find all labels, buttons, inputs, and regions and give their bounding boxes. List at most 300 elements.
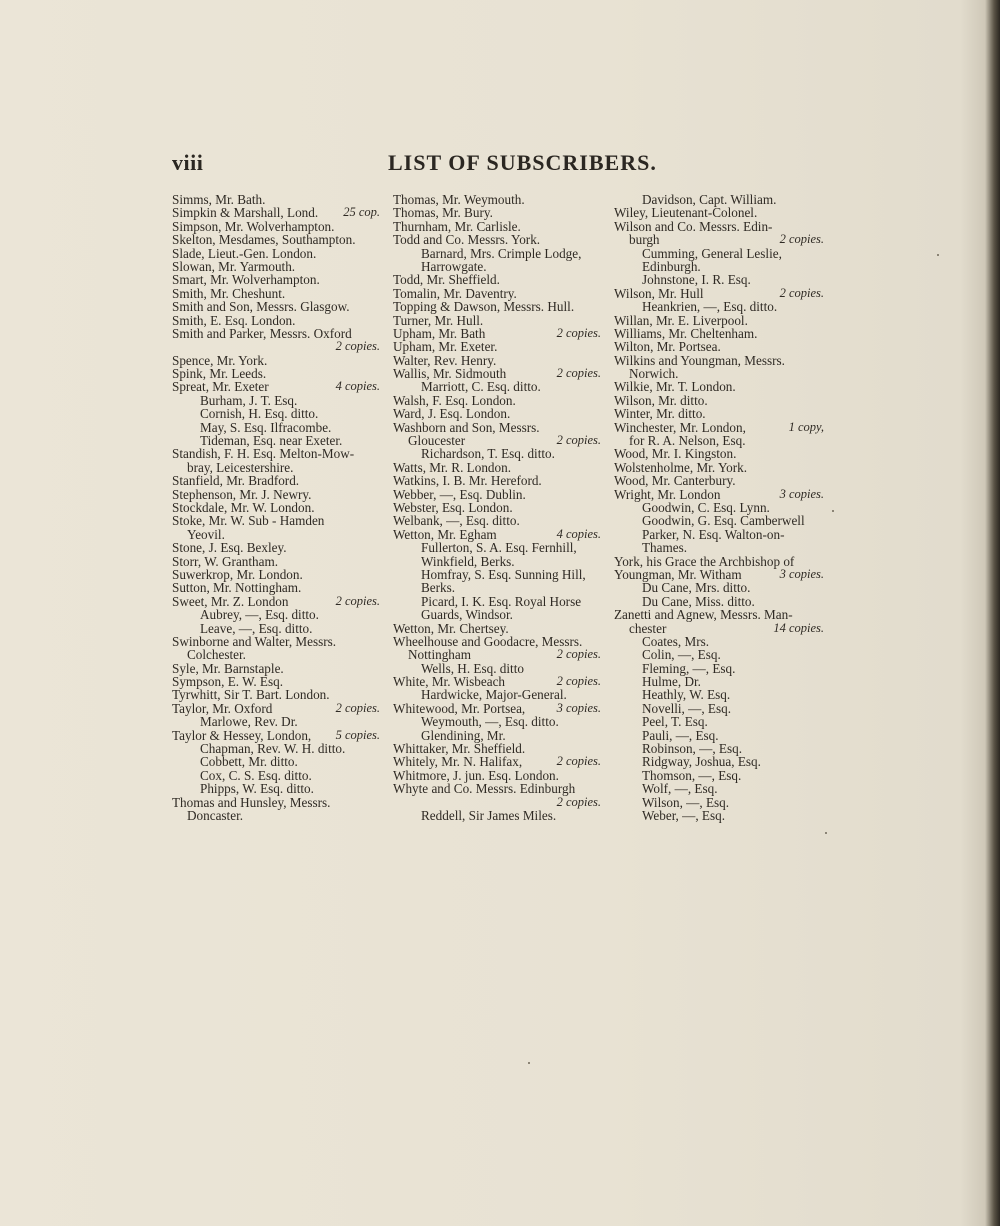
subscriber-entry [172,568,380,581]
subscriber-name: Thames. [642,540,688,556]
subscriber-name: Wilkins and Youngman, Messrs. [614,352,785,368]
subscriber-entry [614,260,824,273]
copies-count: 25 cop. [343,205,380,220]
subscriber-entry [614,447,824,460]
subscriber-entry [172,688,380,701]
subscriber-name: Whitmore, J. jun. Esq. London. [393,767,559,783]
subscriber-entry [614,622,824,635]
subscriber-name: Whitely, Mr. N. Halifax, [393,754,523,770]
subscriber-entry [393,555,601,568]
subscriber-name: Standish, F. H. Esq. Melton-Mow- [172,446,355,462]
subscriber-entry [172,380,380,393]
subscriber-entry [393,528,601,541]
subscriber-entry [614,528,824,541]
subscriber-name: Wood, Mr. Canterbury. [614,473,736,489]
subscriber-entry [614,675,824,688]
subscriber-entry [614,662,824,675]
subscriber-entry [393,233,601,246]
subscriber-name: Wetton, Mr. Egham [393,526,497,542]
subscriber-name: Stanfield, Mr. Bradford. [172,473,300,489]
subscriber-entry [393,568,601,581]
subscriber-entry [614,608,824,621]
copies-count: 1 copy, [788,419,824,434]
subscriber-entry [614,782,824,795]
subscriber-name: Coates, Mrs. [642,633,710,649]
subscriber-entry [393,394,601,407]
subscriber-entry [614,755,824,768]
subscriber-entry [614,702,824,715]
subscriber-name: Robinson, —, Esq. [642,741,743,757]
subscriber-entry [393,193,601,206]
subscriber-name: Picard, I. K. Esq. Royal Horse [421,593,582,609]
subscriber-name: Parker, N. Esq. Walton-on- [642,526,785,542]
subscriber-entry [614,514,824,527]
copies-count: 2 copies. [335,593,380,608]
subscriber-entry [172,327,380,340]
copies-count: 4 copies. [556,526,601,541]
subscriber-entry [614,380,824,393]
subscriber-entry [393,354,601,367]
subscriber-name: Tideman, Esq. near Exeter. [200,433,343,449]
subscriber-name: Stephenson, Mr. J. Newry. [172,486,312,502]
subscriber-name: Wilson, Mr. ditto. [614,392,708,408]
subscriber-name: Marriott, C. Esq. ditto. [421,379,541,395]
subscriber-entry [393,434,601,447]
subscriber-name: Skelton, Mesdames, Southampton. [172,232,356,248]
subscriber-name: Webber, —, Esq. Dublin. [393,486,526,502]
subscriber-name: Hardwicke, Major-General. [421,687,567,703]
subscriber-name: Tyrwhitt, Sir T. Bart. London. [172,687,330,703]
subscriber-name: Weber, —, Esq. [642,807,726,823]
copies-count: 2 copies. [556,366,601,381]
subscriber-entry [172,367,380,380]
subscriber-entry [393,702,601,715]
subscriber-name: Spreat, Mr. Exeter [172,379,269,395]
subscriber-name: May, S. Esq. Ilfracombe. [200,419,332,435]
subscriber-name: Smith, E. Esq. London. [172,312,296,328]
subscriber-entry [172,206,380,219]
subscriber-entry [393,220,601,233]
subscriber-name: Peel, T. Esq. [642,714,708,730]
subscriber-entry [172,273,380,286]
subscriber-name: Goodwin, G. Esq. Camberwell [642,513,805,529]
subscriber-entry [393,662,601,675]
subscriber-entry [172,514,380,527]
subscriber-entry [172,488,380,501]
subscriber-entry [172,421,380,434]
subscriber-entry [393,300,601,313]
subscriber-entry [614,488,824,501]
subscriber-name: Cornish, H. Esq. ditto. [200,406,319,422]
paper-speck [937,254,939,256]
subscriber-name: Wolstenholme, Mr. York. [614,459,748,475]
subscriber-name: Doncaster. [187,807,244,823]
subscriber-name: Todd, Mr. Sheffield. [393,272,500,288]
subscriber-name: Suwerkrop, Mr. London. [172,566,303,582]
copies-count: 2 copies. [556,325,601,340]
subscriber-name: Sutton, Mr. Nottingham. [172,580,302,596]
subscriber-name: Stone, J. Esq. Bexley. [172,540,287,556]
copies-count: 2 copies. [779,232,824,247]
subscriber-name: Wilson, Mr. Hull [614,285,704,301]
subscriber-name: Thomson, —, Esq. [642,767,742,783]
subscriber-name: Swinborne and Walter, Messrs. [172,633,337,649]
subscriber-entry [393,260,601,273]
subscriber-entry [172,729,380,742]
subscriber-entry [172,635,380,648]
subscriber-entry [172,796,380,809]
subscriber-entry [393,742,601,755]
subscriber-name: White, Mr. Wisbeach [393,674,506,690]
subscriber-name: Davidson, Capt. William. [642,192,777,207]
subscriber-entry [393,755,601,768]
copies-count: 4 copies. [335,379,380,394]
subscriber-name: Hulme, Dr. [642,674,701,690]
subscriber-entry [614,581,824,594]
copies-count: 2 copies. [335,339,380,354]
subscriber-name: Novelli, —, Esq. [642,700,732,716]
subscriber-name: Upham, Mr. Bath [393,325,486,341]
subscriber-name: Simpson, Mr. Wolverhampton. [172,218,335,234]
copies-count: 2 copies. [556,754,601,769]
subscriber-name: Stoke, Mr. W. Sub - Hamden [172,513,325,529]
subscriber-entry [393,380,601,393]
subscriber-name: Nottingham [408,647,472,663]
subscriber-entry [172,340,380,353]
subscriber-name: Thomas, Mr. Weymouth. [393,192,525,207]
subscriber-entry [614,206,824,219]
copies-count: 2 copies. [556,794,601,809]
subscriber-name: Wilson, —, Esq. [642,794,730,810]
subscriber-entry [614,434,824,447]
copies-count: 2 copies. [556,674,601,689]
subscriber-name: Syle, Mr. Barnstaple. [172,660,284,676]
subscriber-entry [172,715,380,728]
subscriber-name: Taylor, Mr. Oxford [172,700,273,716]
subscriber-name: Simms, Mr. Bath. [172,192,266,207]
subscriber-name: Sweet, Mr. Z. London [172,593,289,609]
subscriber-name: Watkins, I. B. Mr. Hereford. [393,473,542,489]
subscriber-name: Zanetti and Agnew, Messrs. Man- [614,607,793,623]
subscriber-entry [172,755,380,768]
subscriber-entry [614,595,824,608]
subscriber-name: Spink, Mr. Leeds. [172,366,267,382]
subscriber-entry [614,555,824,568]
subscriber-entry [172,287,380,300]
subscriber-entry [393,514,601,527]
subscriber-entry [393,421,601,434]
subscriber-name: Burham, J. T. Esq. [200,392,298,408]
copies-count: 2 copies. [779,285,824,300]
subscriber-entry [393,769,601,782]
subscriber-name: Smith, Mr. Cheshunt. [172,285,286,301]
subscriber-entry [172,407,380,420]
paper-speck [825,832,827,834]
subscriber-entry [172,541,380,554]
subscriber-entry [614,796,824,809]
subscriber-entry [393,715,601,728]
subscriber-name: Taylor & Hessey, London, [172,727,312,743]
subscriber-name: burgh [629,232,660,248]
subscriber-entry [614,273,824,286]
subscriber-entry [393,501,601,514]
copies-count: 3 copies. [779,486,824,501]
subscriber-entry [614,688,824,701]
subscriber-column-2 [393,193,601,822]
subscriber-entry [393,474,601,487]
subscriber-entry [172,314,380,327]
subscriber-entry [393,327,601,340]
subscriber-entry [172,434,380,447]
subscriber-entry [393,729,601,742]
subscriber-name: Barnard, Mrs. Crimple Lodge, [421,245,582,261]
subscriber-name: Norwich. [629,366,679,382]
subscriber-entry [172,447,380,460]
subscriber-name: Ridgway, Joshua, Esq. [642,754,761,770]
subscriber-entry [172,354,380,367]
subscriber-name: Turner, Mr. Hull. [393,312,484,328]
subscriber-entry [172,528,380,541]
subscriber-entry [614,715,824,728]
subscriber-name: Fullerton, S. A. Esq. Fernhill, [421,540,577,556]
subscriber-entry [172,461,380,474]
subscriber-name: Tomalin, Mr. Daventry. [393,285,517,301]
subscriber-entry [614,769,824,782]
subscriber-entry [393,675,601,688]
subscriber-name: Walsh, F. Esq. London. [393,392,516,408]
subscriber-name: Sympson, E. W. Esq. [172,674,284,690]
subscriber-name: Wood, Mr. I. Kingston. [614,446,737,462]
subscriber-entry [614,501,824,514]
subscriber-entry [614,407,824,420]
subscriber-entry [172,233,380,246]
subscriber-entry [614,314,824,327]
subscriber-name: York, his Grace the Archbishop of [614,553,795,569]
subscriber-entry [614,809,824,822]
subscriber-name: Spence, Mr. York. [172,352,268,368]
subscriber-entry [393,622,601,635]
subscriber-name: Colchester. [187,647,246,663]
subscriber-name: Wetton, Mr. Chertsey. [393,620,509,636]
subscriber-name: Williams, Mr. Cheltenham. [614,325,758,341]
subscriber-name: Walter, Rev. Henry. [393,352,497,368]
subscriber-name: Reddell, Sir James Miles. [421,807,557,823]
subscriber-name: Goodwin, C. Esq. Lynn. [642,499,770,515]
subscriber-name: Wiley, Lieutenant-Colonel. [614,205,758,221]
subscriber-name: Cumming, General Leslie, [642,245,782,261]
subscriber-entry [393,314,601,327]
subscriber-name: Heankrien, —, Esq. ditto. [642,299,778,315]
subscriber-entry [172,622,380,635]
subscriber-entry [614,367,824,380]
subscriber-name: Thurnham, Mr. Carlisle. [393,218,521,234]
subscriber-entry [614,461,824,474]
subscriber-name: Wallis, Mr. Sidmouth [393,366,507,382]
subscriber-entry [393,541,601,554]
subscriber-name: Richardson, T. Esq. ditto. [421,446,555,462]
subscriber-column-3 [614,193,824,822]
subscriber-entry [614,193,824,206]
subscriber-entry [614,541,824,554]
paper-speck [528,1062,530,1064]
subscriber-entry [393,688,601,701]
subscriber-entry [393,809,601,822]
copies-count: 2 copies. [556,433,601,448]
subscriber-entry [614,635,824,648]
subscriber-name: Winter, Mr. ditto. [614,406,706,422]
subscriber-entry [614,233,824,246]
subscriber-entry [614,247,824,260]
subscriber-name: chester [629,620,667,636]
subscriber-name: Leave, —, Esq. ditto. [200,620,313,636]
subscriber-entry [614,327,824,340]
subscriber-entry [614,300,824,313]
subscriber-name: Wilton, Mr. Portsea. [614,339,721,355]
copies-count: 3 copies. [779,566,824,581]
subscriber-name: Ward, J. Esq. London. [393,406,511,422]
subscriber-entry [393,782,601,795]
subscriber-entry [172,782,380,795]
subscriber-name: Winkfield, Berks. [421,553,515,569]
subscriber-name: Webster, Esq. London. [393,499,513,515]
subscriber-entry [614,729,824,742]
subscriber-entry [172,300,380,313]
subscriber-entry [172,247,380,260]
page-number: viii [172,150,204,175]
subscriber-name: Weymouth, —, Esq. ditto. [421,714,559,730]
subscriber-name: Smart, Mr. Wolverhampton. [172,272,320,288]
subscriber-entry [393,447,601,460]
subscriber-name: Wilson and Co. Messrs. Edin- [614,218,773,234]
subscriber-name: Du Cane, Miss. ditto. [642,593,755,609]
subscriber-entry [393,461,601,474]
subscriber-name: Simpkin & Marshall, Lond. [172,205,319,221]
paper-speck [832,510,834,512]
subscriber-entry [172,809,380,822]
subscriber-entry [172,260,380,273]
subscriber-name: Willan, Mr. E. Liverpool. [614,312,748,328]
subscriber-name: Johnstone, I. R. Esq. [642,272,751,288]
subscriber-name: Heathly, W. Esq. [642,687,731,703]
subscriber-name: Colin, —, Esq. [642,647,721,663]
subscriber-name: Marlowe, Rev. Dr. [200,714,298,730]
subscriber-name: Slowan, Mr. Yarmouth. [172,258,296,274]
subscriber-entry [393,635,601,648]
subscriber-entry [393,273,601,286]
subscriber-name: Stockdale, Mr. W. London. [172,499,315,515]
subscriber-entry [172,608,380,621]
subscriber-name: for R. A. Nelson, Esq. [629,433,746,449]
subscriber-name: Cobbett, Mr. ditto. [200,754,298,770]
subscriber-name: Storr, W. Grantham. [172,553,279,569]
subscriber-entry [393,648,601,661]
subscriber-name: bray, Leicestershire. [187,459,294,475]
subscriber-name: Phipps, W. Esq. ditto. [200,781,314,797]
copies-count: 2 copies. [556,647,601,662]
subscriber-name: Whittaker, Mr. Sheffield. [393,741,526,757]
copies-count: 14 copies. [773,620,824,635]
subscriber-entry [614,220,824,233]
subscriber-entry [614,287,824,300]
subscriber-entry [393,608,601,621]
copies-count: 3 copies. [556,700,601,715]
subscriber-entry [393,340,601,353]
subscriber-entry [172,702,380,715]
subscriber-name: Aubrey, —, Esq. ditto. [200,607,319,623]
subscriber-entry [614,394,824,407]
subscriber-entry [393,581,601,594]
subscriber-entry [172,220,380,233]
subscriber-entry [172,555,380,568]
subscriber-entry [172,769,380,782]
subscriber-name: Youngman, Mr. Witham [614,566,742,582]
subscriber-entry [393,488,601,501]
subscriber-name: Yeovil. [187,526,225,542]
subscriber-entry [614,648,824,661]
copies-count: 5 copies. [335,727,380,742]
subscriber-name: Welbank, —, Esq. ditto. [393,513,520,529]
subscriber-name: Gloucester [408,433,466,449]
subscriber-name: Whitewood, Mr. Portsea, [393,700,526,716]
subscriber-entry [614,568,824,581]
subscriber-name: Smith and Son, Messrs. Glasgow. [172,299,350,315]
subscriber-name: Winchester, Mr. London, [614,419,746,435]
subscriber-name: Wright, Mr. London [614,486,721,502]
subscriber-name: Wheelhouse and Goodacre, Messrs. [393,633,583,649]
subscriber-name: Todd and Co. Messrs. York. [393,232,541,248]
subscriber-name: Homfray, S. Esq. Sunning Hill, [421,566,586,582]
subscriber-entry [393,206,601,219]
subscriber-name: Edinburgh. [642,258,701,274]
subscriber-name: Thomas, Mr. Bury. [393,205,493,221]
subscriber-entry [172,595,380,608]
subscriber-entry [614,354,824,367]
subscriber-column-1 [172,193,380,822]
subscriber-entry [172,193,380,206]
subscriber-entry [393,367,601,380]
subscriber-name: Glendining, Mr. [421,727,506,743]
subscriber-name: Topping & Dawson, Messrs. Hull. [393,299,575,315]
subscriber-name: Fleming, —, Esq. [642,660,736,676]
subscriber-entry [393,595,601,608]
subscriber-name: Thomas and Hunsley, Messrs. [172,794,331,810]
subscriber-name: Watts, Mr. R. London. [393,459,511,475]
subscriber-entry [172,474,380,487]
subscriber-entry [614,421,824,434]
subscriber-entry [393,247,601,260]
subscriber-entry [614,742,824,755]
subscriber-name: Pauli, —, Esq. [642,727,719,743]
subscriber-name: Washborn and Son, Messrs. [393,419,540,435]
subscriber-entry [172,662,380,675]
subscriber-entry [393,287,601,300]
page-title: LIST OF SUBSCRIBERS. [388,150,657,175]
subscriber-name: Slade, Lieut.-Gen. London. [172,245,317,261]
subscriber-entry [614,340,824,353]
subscriber-entry [172,675,380,688]
subscriber-name: Upham, Mr. Exeter. [393,339,498,355]
subscriber-name: Wolf, —, Esq. [642,781,718,797]
subscriber-name: Cox, C. S. Esq. ditto. [200,767,312,783]
subscriber-name: Du Cane, Mrs. ditto. [642,580,751,596]
copies-count: 2 copies. [335,700,380,715]
subscriber-name: Harrowgate. [421,258,487,274]
subscriber-entry [393,407,601,420]
subscriber-entry [172,501,380,514]
subscriber-name: Whyte and Co. Messrs. Edinburgh [393,781,576,797]
subscriber-entry [393,796,601,809]
subscriber-name: Smith and Parker, Messrs. Oxford [172,325,352,341]
